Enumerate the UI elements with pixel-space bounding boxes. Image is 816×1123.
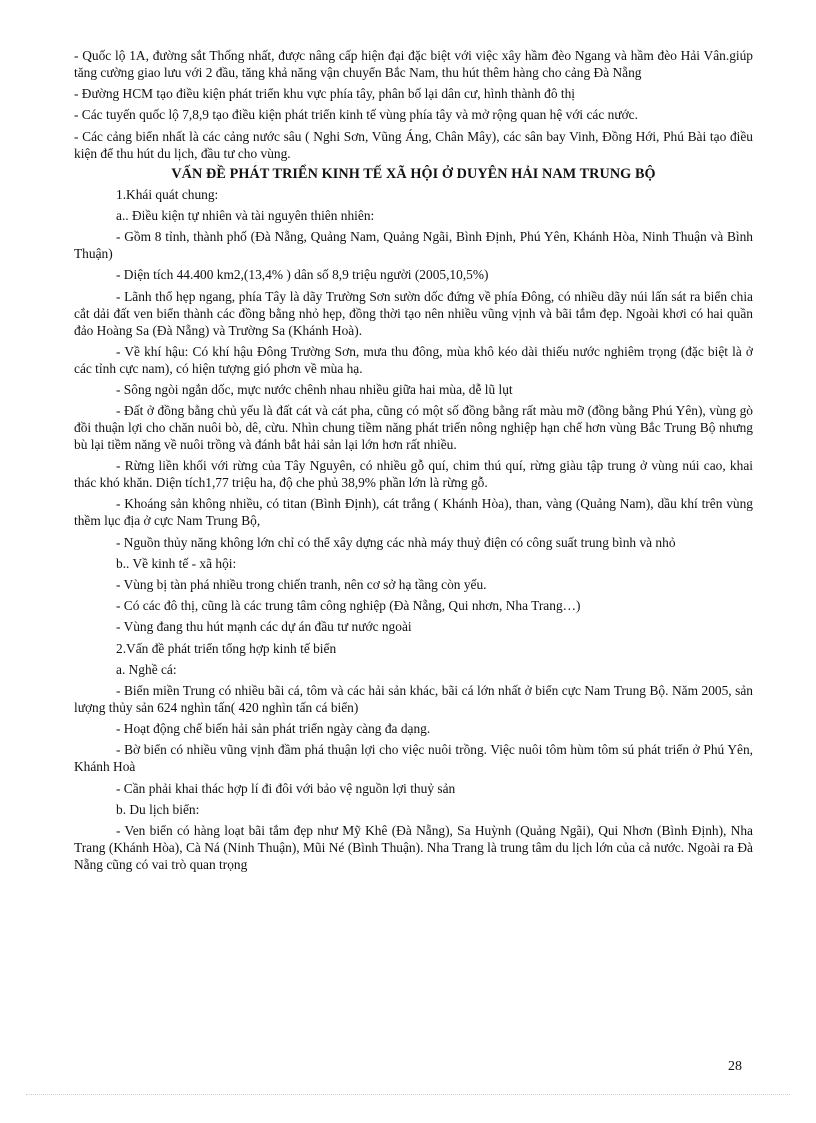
- body-paragraph: - Vùng đang thu hút mạnh các dự án đầu tư nước ngoài: [116, 619, 412, 635]
- body-paragraph: - Có các đô thị, cũng là các trung tâm công nghiệp (Đà Nẵng, Qui nhơn, Nha Trang…): [116, 598, 581, 614]
- footer-divider: [26, 1094, 790, 1095]
- page-body: [74, 47, 753, 877]
- body-paragraph: - Sông ngòi ngắn dốc, mực nước chênh nhau nhiều giữa hai mùa, dễ lũ lụt: [116, 381, 513, 397]
- body-paragraph: - Diện tích 44.400 km2,(13,4% ) dân số 8,9 triệu người (2005,10,5%): [116, 267, 489, 283]
- body-paragraph: - Lãnh thổ hẹp ngang, phía Tây là dãy Trường Sơn sườn dốc đứng về phía Đông, có nhiều dãy núi lấn sát ra biển chia cắt dải đất ven biển thành các đồng bằng nhỏ hẹp, đồng thời tạo nên nhiều vũng vịnh và bãi tắm đẹp. Ngoài khơi có hai quần đảo Hoàng Sa (Đà Nẵng) và Trường Sa (Khánh Hoà).: [74, 288, 753, 338]
- body-paragraph: b.. Về kinh tế - xã hội:: [116, 555, 237, 571]
- body-paragraph: - Đất ở đồng bằng chủ yếu là đất cát và cát pha, cũng có một số đồng bằng rất màu mỡ (đồng bằng Phú Yên), vùng gò đồi thuận lợi cho chăn nuôi bò, dê, cừu. Nhìn chung tiềm năng phát triển nông nghiệp hạn chế hơn vùng Bắc Trung Bộ nhưng bù lại tiềm năng về nuôi trồng và đánh bắt hải sản lại lớn hơn rất nhiều.: [74, 403, 753, 453]
- page-number: 28: [728, 1059, 742, 1074]
- body-paragraph: - Đường HCM tạo điều kiện phát triển khu vực phía tây, phân bố lại dân cư, hình thành đô thị: [74, 86, 576, 102]
- body-paragraph: - Ven biển có hàng loạt bãi tắm đẹp như Mỹ Khê (Đà Nẵng), Sa Huỳnh (Quảng Ngãi), Qui Nhơn (Bình Định), Nha Trang (Khánh Hòa), Cà Ná (Ninh Thuận), Mũi Né (Bình Thuận). Nha Trang là trung tâm du lịch lớn của cả nước. Ngoài ra Đà Nẵng cũng có vai trò quan trọng: [74, 822, 753, 872]
- body-paragraph: - Quốc lộ 1A, đường sắt Thống nhất, được nâng cấp hiện đại đặc biệt với việc xây hầm đèo Ngang và hầm đèo Hải Vân.giúp tăng cường giao lưu với 2 đầu, tăng khả năng vận chuyển Bắc Nam, thu hút thêm hàng cho cảng Đà Nẵng: [74, 48, 753, 80]
- body-paragraph: a.. Điều kiện tự nhiên và tài nguyên thiên nhiên:: [116, 207, 375, 223]
- body-paragraph: 2.Vấn đề phát triển tổng hợp kinh tế biển: [116, 640, 337, 656]
- body-paragraph: - Về khí hậu: Có khí hậu Đông Trường Sơn, mưa thu đông, mùa khô kéo dài thiếu nước nghiêm trọng (đặc biệt là ở các tỉnh cực nam), có hiện tượng gió phơn về mùa hạ.: [74, 343, 753, 376]
- body-paragraph: - Bờ biển có nhiều vũng vịnh đầm phá thuận lợi cho việc nuôi trồng. Việc nuôi tôm hùm tôm sú phát triển ở Phú Yên, Khánh Hoà: [74, 742, 753, 775]
- section-heading: VẤN ĐỀ PHÁT TRIỂN KINH TẾ XÃ HỘI Ở DUYÊN HẢI NAM TRUNG BỘ: [171, 165, 656, 182]
- body-paragraph: - Nguồn thủy năng không lớn chỉ có thể xây dựng các nhà máy thuỷ điện có công suất trung bình và nhỏ: [116, 534, 676, 550]
- body-paragraph: - Các tuyến quốc lộ 7,8,9 tạo điều kiện phát triển kinh tế vùng phía tây và mở rộng quan hệ với các nước.: [74, 107, 638, 123]
- body-paragraph: 1.Khái quát chung:: [116, 186, 219, 202]
- body-paragraph: - Khoáng sản không nhiều, có titan (Bình Định), cát trắng ( Khánh Hòa), than, vàng (Quảng Nam), dầu khí trên vùng thềm lục địa ở cực Nam Trung Bộ,: [74, 496, 753, 529]
- body-paragraph: - Rừng liền khối với rừng của Tây Nguyên, có nhiều gỗ quí, chim thú quí, rừng giàu tập trung ở vùng núi cao, khai thác khó khăn. Diện tích1,77 triệu ha, độ che phủ 38,9% phần lớn là rừng gỗ.: [74, 458, 753, 491]
- body-paragraph: b. Du lịch biển:: [116, 801, 200, 817]
- body-paragraph: - Biển miền Trung có nhiều bãi cá, tôm và các hải sản khác, bãi cá lớn nhất ở biển cực Nam Trung Bộ. Năm 2005, sản lượng thủy sản 624 nghìn tấn( 420 nghìn tấn cá biển): [74, 682, 753, 715]
- body-paragraph: a. Nghề cá:: [116, 661, 177, 677]
- body-paragraph: - Vùng bị tàn phá nhiều trong chiến tranh, nên cơ sở hạ tầng còn yếu.: [116, 577, 487, 592]
- body-paragraph: - Gồm 8 tỉnh, thành phố (Đà Nẵng, Quảng Nam, Quảng Ngãi, Bình Định, Phú Yên, Khánh Hòa, Ninh Thuận và Bình Thuận): [74, 229, 753, 262]
- body-paragraph: - Cần phải khai thác hợp lí đi đôi với bảo vệ nguồn lợi thuỷ sản: [116, 780, 456, 796]
- body-paragraph: - Các cảng biển nhất là các cảng nước sâu ( Nghi Sơn, Vũng Áng, Chân Mây), các sân bay Vinh, Đồng Hới, Phú Bài tạo điều kiện để thu hút du lịch, đầu tư cho vùng.: [74, 128, 753, 161]
- body-paragraph: - Hoạt động chế biến hải sản phát triển ngày càng đa dạng.: [116, 721, 431, 737]
